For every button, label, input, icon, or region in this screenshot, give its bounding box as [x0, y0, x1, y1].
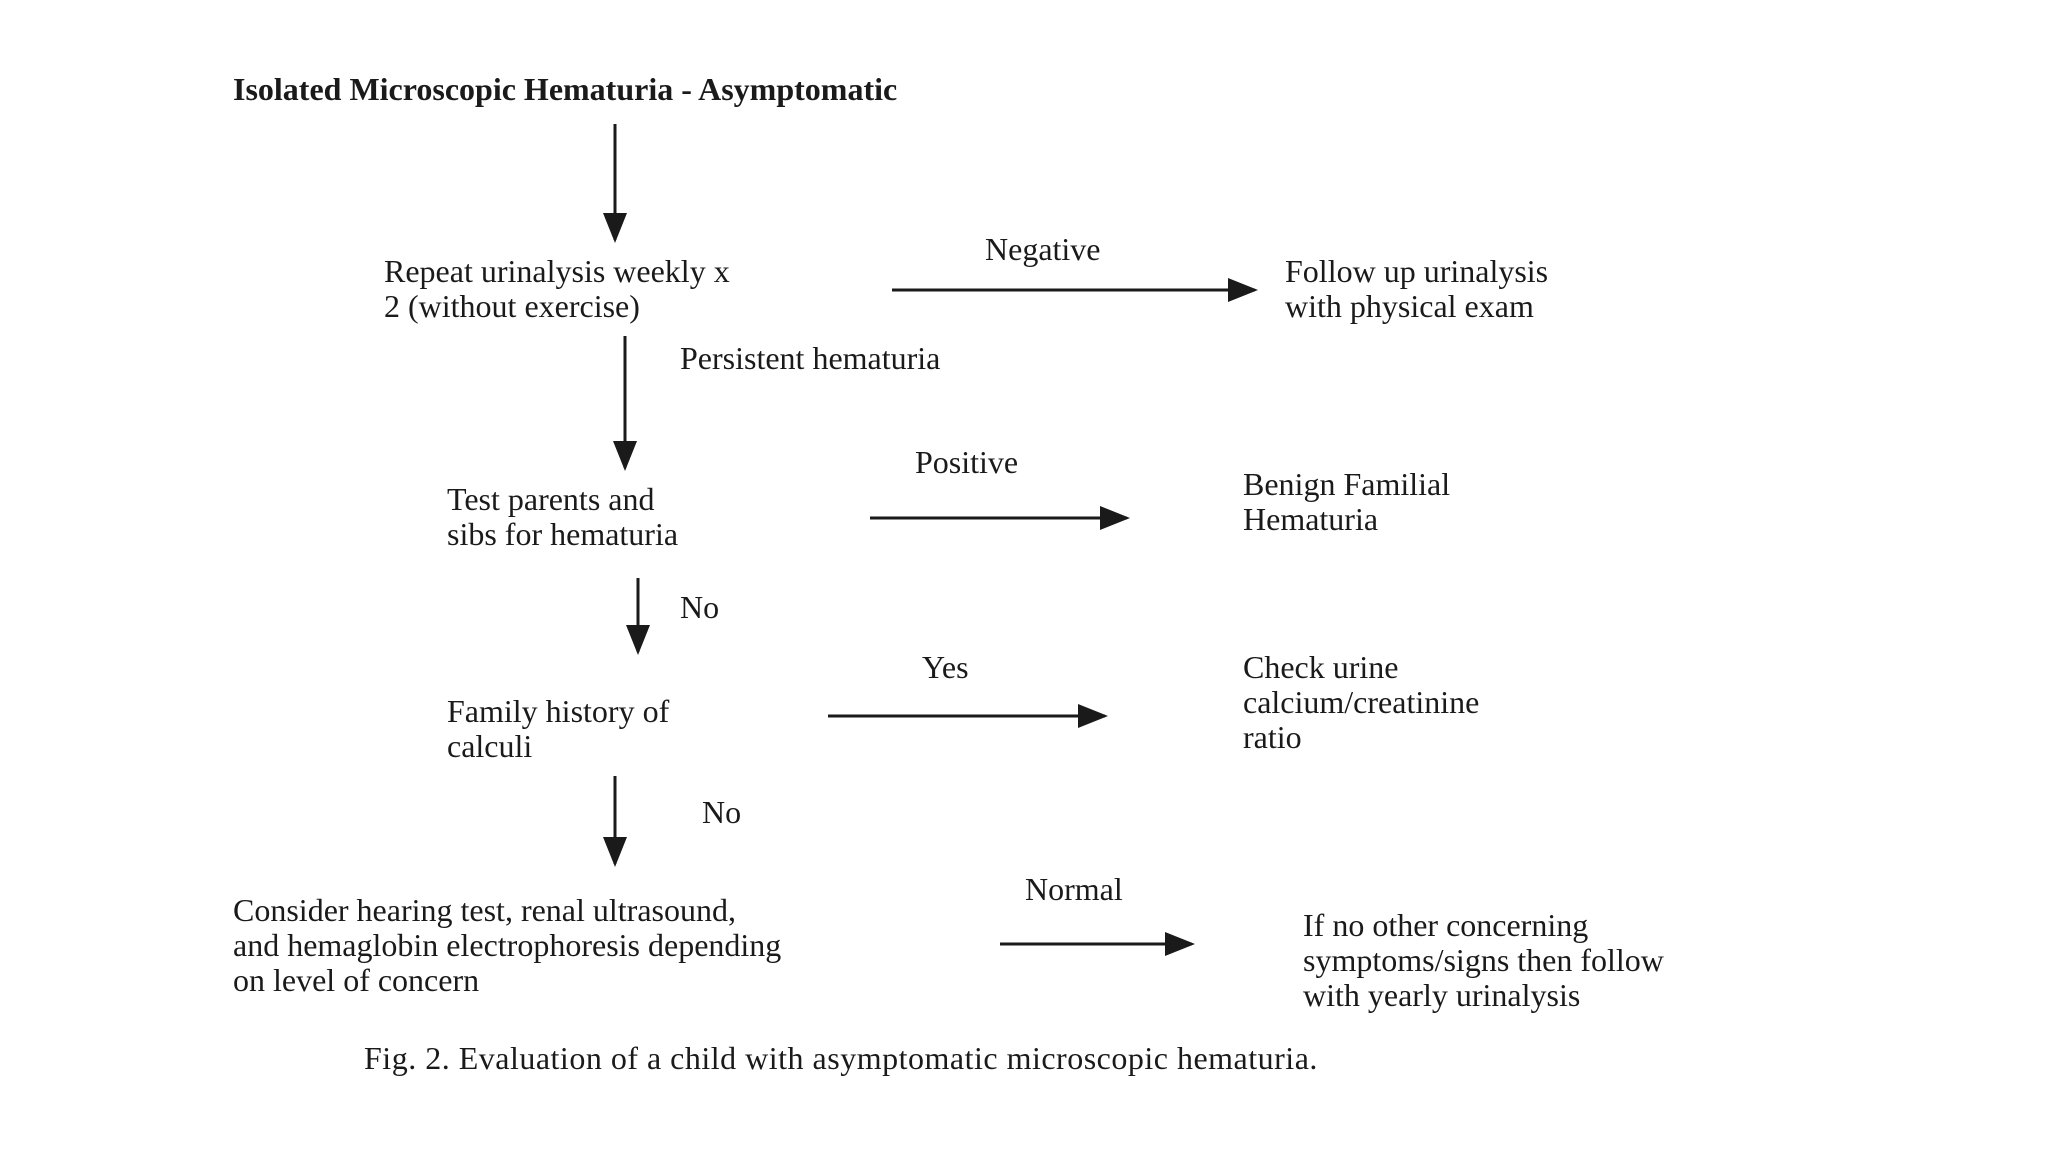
edge-label-no-1: No	[680, 589, 720, 625]
step-consider-tests: Consider hearing test, renal ultrasound, and hemaglobin electrophoresis depending on level of concern	[233, 892, 782, 998]
edge-label-positive: Positive	[915, 444, 1019, 480]
step-test-parents: Test parents and sibs for hematuria	[447, 481, 679, 552]
outcome-check-calcium: Check urine calcium/creatinine ratio	[1243, 649, 1480, 755]
edge-label-yes: Yes	[922, 649, 969, 685]
edge-label-persistent: Persistent hematuria	[680, 340, 941, 376]
outcome-yearly-followup: If no other concerning symptoms/signs then follow with yearly urinalysis	[1303, 907, 1664, 1013]
step-family-history: Family history of calculi	[447, 693, 670, 764]
edge-label-normal: Normal	[1025, 871, 1123, 907]
figure-caption: Fig. 2. Evaluation of a child with asymptomatic microscopic hematuria.	[364, 1040, 1318, 1076]
outcome-benign-familial: Benign Familial Hematuria	[1243, 466, 1451, 537]
step-repeat-urinalysis: Repeat urinalysis weekly x 2 (without exercise)	[384, 253, 730, 324]
outcome-follow-up: Follow up urinalysis with physical exam	[1285, 253, 1549, 324]
edge-label-no-2: No	[702, 794, 742, 830]
flowchart-title: Isolated Microscopic Hematuria - Asymptomatic	[233, 71, 898, 107]
edge-label-negative: Negative	[985, 231, 1101, 267]
